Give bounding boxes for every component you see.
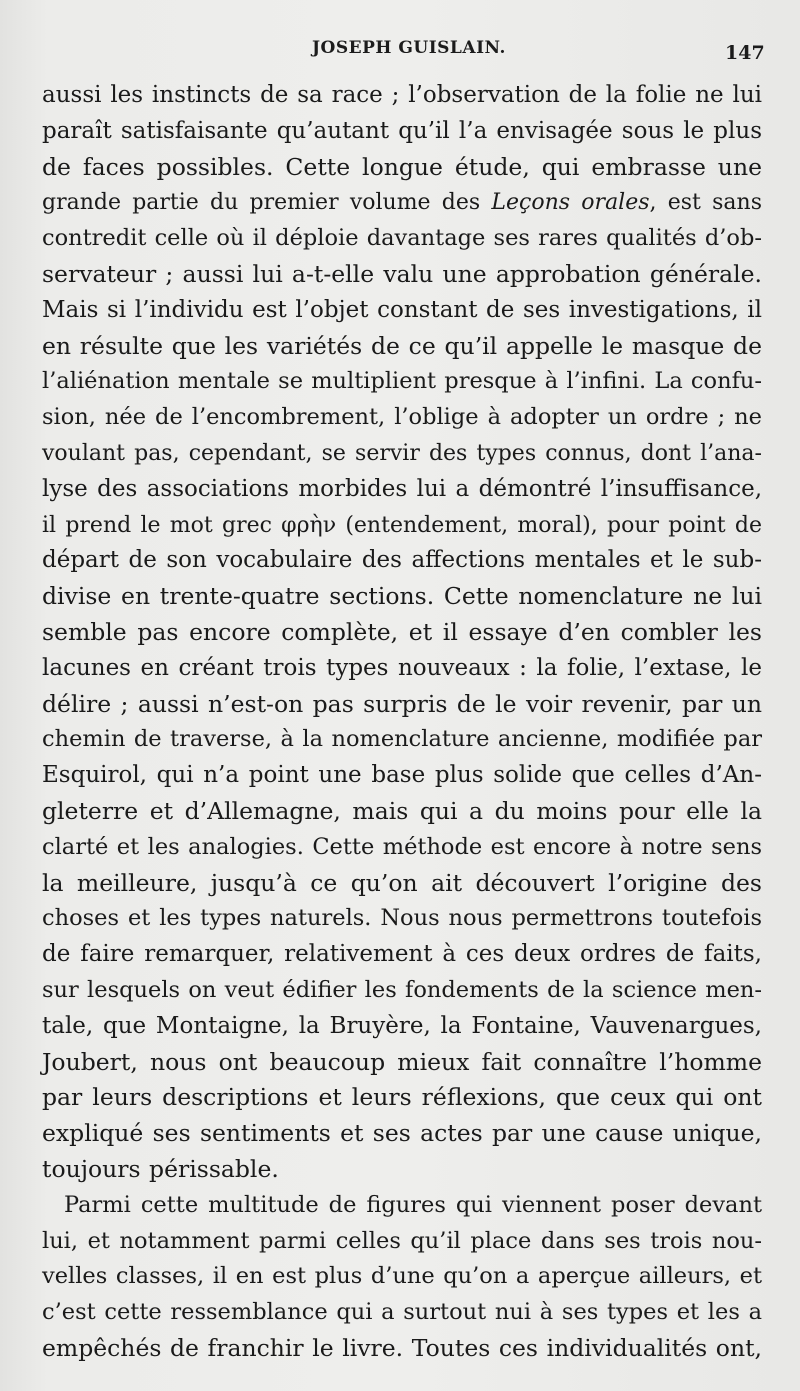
text-line: délire ; aussi n’est-on pas surpris de le voir revenir, par un xyxy=(42,689,762,718)
text-line: velles classes, il en est plus d’une qu’on a aperçue ailleurs, et xyxy=(42,1263,762,1290)
book-title: Leçons orales xyxy=(491,190,650,216)
text-line: l’aliénation mentale se multiplient presque à l’infini. La confu- xyxy=(42,368,762,395)
text-line: en résulte que les variétés de ce qu’il appelle le masque de xyxy=(42,331,762,360)
text-line: contredit celle où il déploie davantage ses rares qualités d’ob- xyxy=(42,225,762,252)
running-head: JOSEPH GUISLAIN. xyxy=(312,38,506,58)
text-line: empêchés de franchir le livre. Toutes ces individualités ont, xyxy=(42,1333,762,1362)
text-line: gleterre et d’Allemagne, mais qui a du moins pour elle la xyxy=(42,796,762,825)
text-line: lui, et notamment parmi celles qu’il place dans ses trois nou- xyxy=(42,1227,762,1254)
text-line: la meilleure, jusqu’à ce qu’on ait découvert l’origine des xyxy=(42,868,762,897)
text-line: par leurs descriptions et leurs réflexions, que ceux qui ont xyxy=(42,1083,762,1112)
text-line: sion, née de l’encombrement, l’oblige à adopter un ordre ; ne xyxy=(42,404,762,431)
text-line: aussi les instincts de sa race ; l’observation de la folie ne lui xyxy=(42,82,762,108)
text-line: paraît satisfaisante qu’autant qu’il l’a envisagée sous le plus xyxy=(42,117,762,144)
text-line: servateur ; aussi lui a-t-elle valu une approbation générale. xyxy=(42,259,762,288)
text-line: Mais si l’individu est l’objet constant de ses investigations, il xyxy=(42,296,762,323)
text-line: il prend le mot grec φρὴν (entendement, moral), pour point de xyxy=(42,512,762,538)
text-line: semble pas encore complète, et il essaye d’en combler les xyxy=(42,617,762,646)
text-line: divise en trente-quatre sections. Cette nomenclature ne lui xyxy=(42,582,762,611)
text-line: Parmi cette multitude de figures qui viennent poser devant xyxy=(64,1191,762,1218)
text-line: clarté et les analogies. Cette méthode est encore à notre sens xyxy=(42,833,762,860)
page-header xyxy=(0,30,800,70)
text-line: Esquirol, qui n’a point une base plus solide que celles d’An- xyxy=(42,762,762,789)
text-line: expliqué ses sentiments et ses actes par une cause unique, xyxy=(42,1119,762,1148)
text-line: chemin de traverse, à la nomenclature ancienne, modifiée par xyxy=(42,726,762,753)
page-number: 147 xyxy=(725,42,765,64)
text-line: c’est cette ressemblance qui a surtout nui à ses types et les a xyxy=(42,1299,762,1326)
body-text xyxy=(42,78,762,1367)
text-line: Joubert, nous ont beaucoup mieux fait connaître l’homme xyxy=(42,1047,762,1076)
text-line: lyse des associations morbides lui a démontré l’insuffisance, xyxy=(42,475,762,502)
text-line: de faces possibles. Cette longue étude, qui embrasse une xyxy=(42,152,762,181)
text-line: lacunes en créant trois types nouveaux : la folie, l’extase, le xyxy=(42,654,762,681)
text-line: sur lesquels on veut édifier les fondements de la science men- xyxy=(42,976,762,1003)
text-line: choses et les types naturels. Nous nous permettrons toutefois xyxy=(42,905,762,932)
text-line: voulant pas, cependant, se servir des types connus, dont l’ana- xyxy=(42,440,762,466)
text-line: grande partie du premier volume des Leçons orales, est sans xyxy=(42,190,762,216)
text-line: de faire remarquer, relativement à ces deux ordres de faits, xyxy=(42,941,762,968)
text-line: départ de son vocabulaire des affections mentales et le sub- xyxy=(42,547,762,574)
text-line: toujours périssable. xyxy=(42,1154,279,1183)
text-line: tale, que Montaigne, la Bruyère, la Fontaine, Vauvenargues, xyxy=(42,1012,762,1039)
